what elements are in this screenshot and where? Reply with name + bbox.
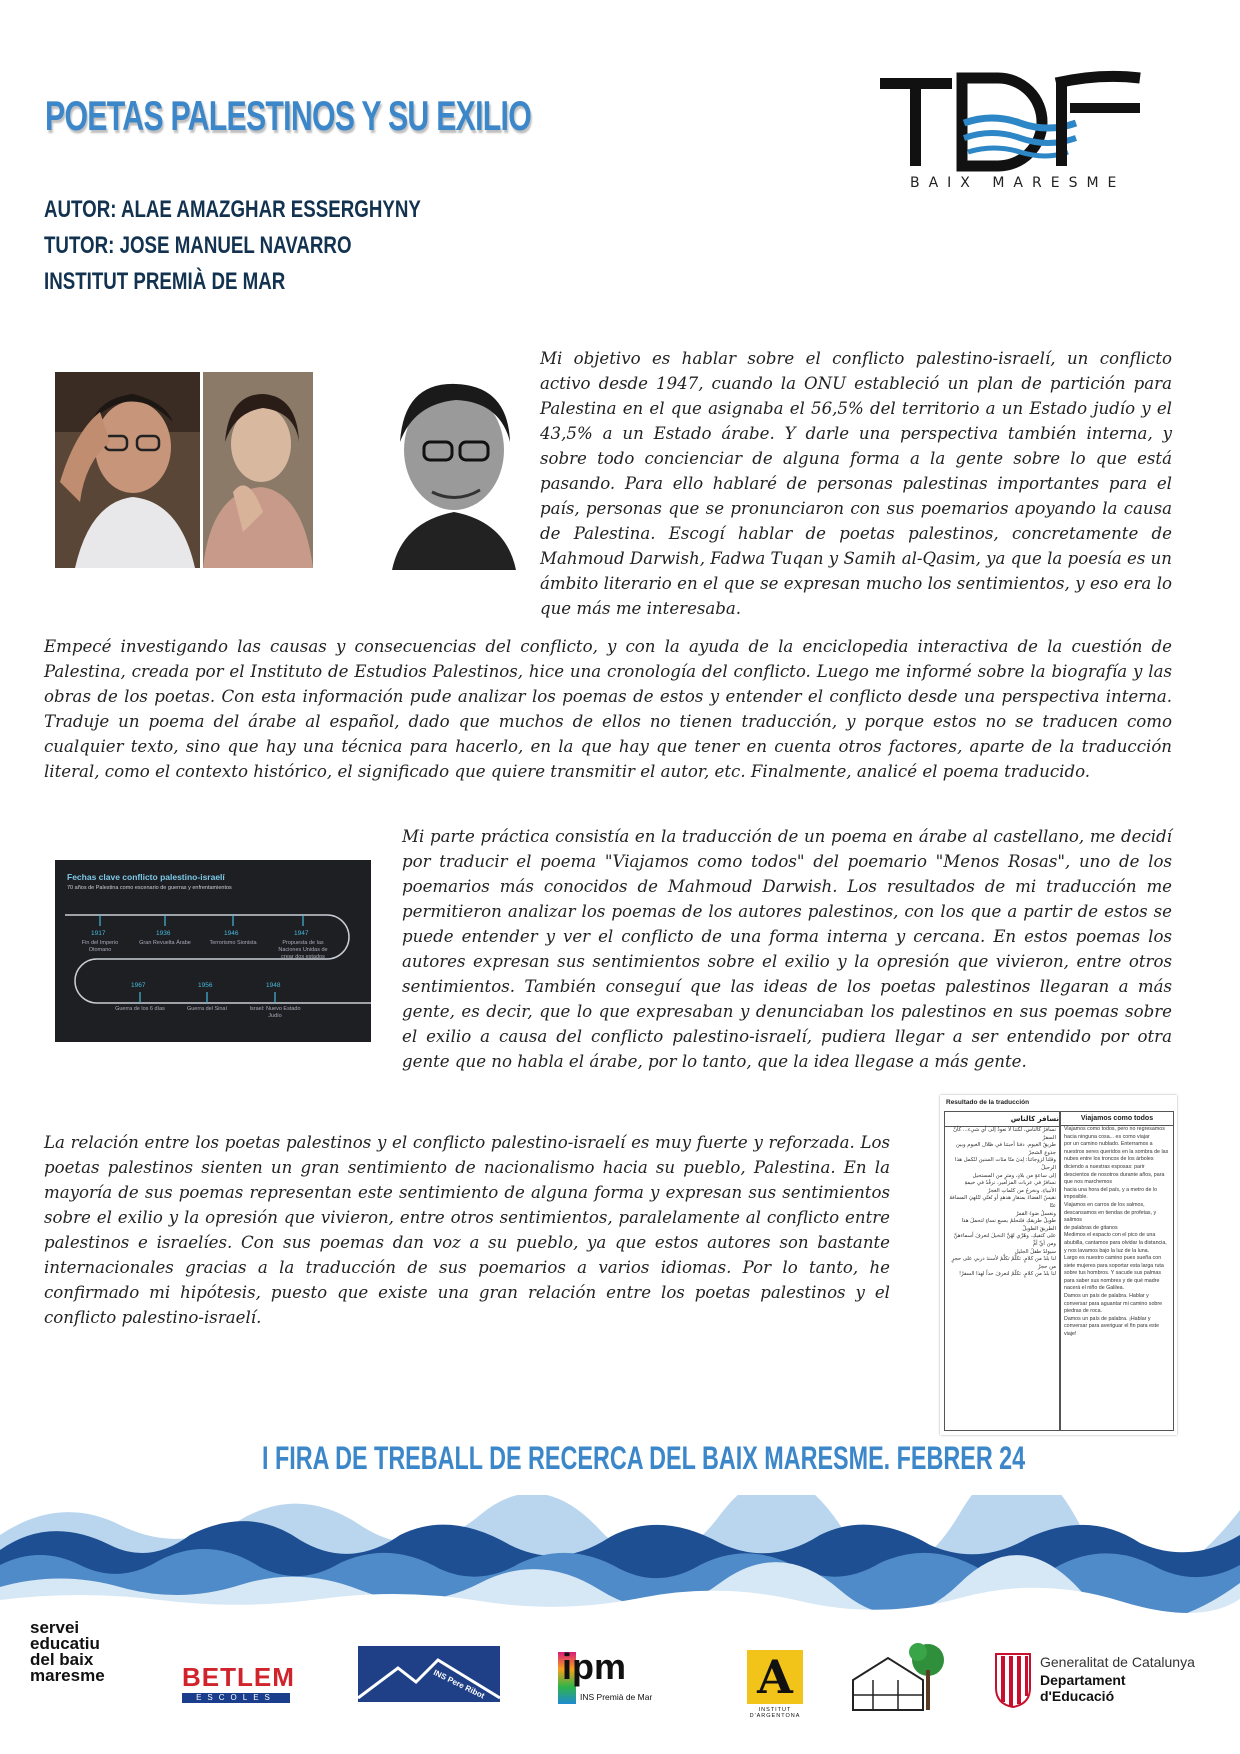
argentona-letter: A	[747, 1650, 803, 1704]
spanish-line: de palabras de gitanos	[1064, 1224, 1118, 1231]
ribot-text: INS Pere Ribot	[432, 1668, 486, 1701]
arabic-title: نسافر كالناس	[945, 1112, 1059, 1127]
timeline-event: Propuesta de las Naciones Unidas de crear dos estados	[278, 940, 328, 960]
institut-argentona-logo	[740, 1650, 810, 1730]
spanish-line: sobre tus hombros. Y sacude sus palmas para saber sus nombres y de qué madre	[1064, 1270, 1161, 1284]
ipm-text: ipm	[562, 1646, 627, 1687]
argentona-subtitle: INSTITUT D'ARGENTONA	[749, 1707, 801, 1719]
servei-line: maresme	[30, 1666, 105, 1685]
timeline-year: 1948	[266, 982, 281, 989]
ipm-logo	[558, 1646, 678, 1708]
arabic-line: سيولدُ طفلُ الجليل	[1014, 1248, 1056, 1255]
educacio-text: d'Educació	[1040, 1688, 1115, 1704]
spanish-line: Viajamos en carros de los salmos, descansamos en tiendas de profetas, y salimos	[1064, 1201, 1157, 1224]
spanish-line: nacerá el niño de Galilea.	[1064, 1285, 1125, 1292]
timeline-infographic	[55, 860, 371, 1042]
generalitat-text: Generalitat de Catalunya	[1040, 1654, 1195, 1670]
timeline-year: 1947	[294, 930, 309, 937]
page-title: POETAS PALESTINOS Y SU EXILIO	[45, 92, 532, 139]
timeline-title: Fechas clave conflicto palestino-israelí	[67, 872, 225, 882]
spanish-line: Damos un país de palabra. ¡Hablar y conversar para averiguar el fin para este viaje!	[1064, 1315, 1160, 1338]
spanish-line: y nos lavamos bajo la luz de la luna.	[1064, 1247, 1150, 1254]
conclusion-paragraph: La relación entre los poetas palestinos y el conflicto palestino-israelí es muy fuerte y reforzada. Los poetas palestinos sienten un gran sentimiento de nacionalismo hacia su pueblo, Palestina. En la mayoría de sus poemas representan este sentimiento de alguna forma y expresan sus sentimientos sobre el exilio y la opresión que vivieron, entre otros sentimientos, paralelamente al conflicto entre palestinos e israelíes. Con sus poemas dan voz a su pueblo, ya que estos autores son bastante internacionales gracias a la traducción de sus poemarios a varios idiomas. Por lo tanto, he confirmado mi hipótesis, puesto que existe una gran relación entre los poetas palestinos y el conflicto palestino-israelí.	[44, 1133, 890, 1327]
method-paragraph: Empecé investigando las causas y consecuencias del conflicto, y con la ayuda de la enciclopedia interactiva de la cuestión de Palestina, creada por el Instituto de Estudios Palestinos, hice una cronología del conflicto. Luego me informé sobre la biografía y las obras de los poetas. Con esta información pude analizar los poemas de estos y entender el conflicto desde una perspectiva interna. Traduje un poema del árabe al español, dado que muchos de ellos no tienen traducción, y porque estos no se traducen como cualquier texto, sino que hay una técnica para hacerlo, en la que hay que tener en cuenta otros factores, aparte de la traducción literal, como el contexto histórico, el significado que quiere transmitir el autor, etc. Finalmente, analicé el poema traducido.	[44, 637, 1172, 781]
poet-tuqan-photo	[203, 372, 313, 568]
betlem-text: BETLEM	[182, 1662, 295, 1692]
timeline-event: Israel: Nuevo Estado Judío	[249, 1006, 301, 1019]
timeline-event: Fin del Imperio Otomano	[81, 940, 119, 953]
timeline-year: 1956	[198, 982, 213, 989]
waves-decoration	[0, 1495, 1240, 1615]
betlem-logo	[182, 1662, 295, 1703]
timeline-subtitle: 70 años de Palestina como escenario de guerras y enfrentamientos	[67, 885, 232, 891]
timeline-year: 1936	[156, 930, 171, 937]
servei-line: del baix	[30, 1650, 94, 1669]
timeline-event: Guerra de los 6 días	[115, 1006, 165, 1012]
arabic-line: وقلنا لزوجاتنا: لِدنَ منّا مئات السنين لنُكمل هذا الرحيلْ	[955, 1157, 1056, 1171]
timeline-year: 1967	[131, 982, 146, 989]
senyera-shield-icon	[994, 1652, 1032, 1708]
tdr-subtitle: BAIX MARESME	[910, 175, 1126, 191]
photo-background	[313, 372, 357, 568]
timeline-event: Gran Revuelta Árabe	[139, 940, 191, 946]
arabic-line: ونغسلُ ضوءَ القمرْ	[1015, 1210, 1056, 1217]
spanish-line: Viajamos como todos, pero no regresamos hacia ninguna cosa... es como viajar	[1064, 1126, 1165, 1140]
tutor-line: TUTOR: JOSE MANUEL NAVARRO	[44, 232, 352, 259]
spanish-line: Damos un país de palabra. Hablar y conversar para aguantar mi camino sobre piedras de roca.	[1064, 1293, 1163, 1315]
timeline-year: 1946	[224, 930, 239, 937]
timeline-event: Guerra del Sinaí	[186, 1006, 228, 1012]
arabic-line: طريقُ الغيوم. دفنا أحبتنا في ظلال الغيوم وبين جذوعِ الشجرْ	[955, 1142, 1056, 1156]
generalitat-logo	[994, 1652, 1224, 1712]
fair-banner: I FIRA DE TREBALL DE RECERCA DEL BAIX MARESME. FEBRER 24	[262, 1440, 1026, 1476]
timeline-event: Terrorismo Sionista	[209, 940, 257, 946]
spanish-line: por un camino nublado. Enterramos a nuestros seres queridos en la sombra de las nubes entre los troncos de los árboles	[1064, 1141, 1169, 1163]
ins-pere-ribot-logo	[358, 1646, 500, 1702]
spanish-line: hacia una hora del país, y a metro de lo imposible.	[1064, 1186, 1158, 1201]
school-building-logo	[848, 1640, 948, 1718]
servei-line: servei	[30, 1618, 80, 1637]
poets-photo-strip	[55, 372, 357, 568]
arabic-line: على كتفيكِ. وهُزّي لهُنَّ النخيلَ لنعرفَ أسماءهنَّ ومن أيِّ أمٍّ	[953, 1233, 1056, 1247]
spanish-title: Viajamos como todos	[1061, 1112, 1173, 1126]
departament-text: Departament	[1040, 1672, 1126, 1688]
ipm-subtitle: INS Premià de Mar	[580, 1692, 653, 1702]
intro-paragraph: Mi objetivo es hablar sobre el conflicto palestino-israelí, un conflicto activo desde 1947, cuando la ONU estableció un plan de partición para Palestina en el que asignaba el 56,5% del territorio a un Estado judío y el 43,5% a un Estado árabe. Y darle una perspectiva también interna, y sobre todo concienciar de alguna forma a la gente sobre lo que está pasando. Para ello hablaré de personas palestinas importantes para el país, personas que se pronunciaron con sus poemarios apoyando la causa de Palestina. Escogí hablar de poetas palestinos, concretamente de Mahmoud Darwish, Fadwa Tuqan y Samih al-Qasim, ya que la poesía es un ámbito literario en el que se expresan mucho los sentimientos, y eso era lo que más me interesaba.	[540, 349, 1172, 618]
poet-qasim-photo	[382, 372, 522, 570]
timeline-year: 1917	[91, 930, 106, 937]
conclusion-section	[44, 1130, 890, 1330]
arabic-line: نسافرُ في عربات المزامير، نرقُدُ في خيمةِ الأنبياءِ، ونخرجُ من كلماتِ الغجرْ	[964, 1180, 1056, 1194]
spanish-line: diciendo a nuestras esposas: parir descientos de nosotros durante años, para que nos marchemos	[1064, 1163, 1165, 1186]
spanish-line: Largo es nuestro camino pues sueña con siete mujeres para soportar esta larga ruta	[1064, 1255, 1164, 1269]
arabic-line: إلى ساعةٍ من بلادٍ، ومترٍ من المستحيل	[972, 1172, 1056, 1179]
method-section	[44, 634, 1172, 784]
servei-line: educatiu	[30, 1634, 100, 1653]
school-line: INSTITUT PREMIÀ DE MAR	[44, 268, 286, 295]
arabic-line: لنا بلدٌ من كلامٍ. تكلّمْ لنعرفَ حداً لهذا السفرْ!	[958, 1271, 1056, 1278]
arabic-column	[944, 1111, 1060, 1431]
practice-paragraph: Mi parte práctica consistía en la traducción de un poema en árabe al castellano, me decidí por traducir el poema "Viajamos como todos" del poemario "Menos Rosas", uno de los poemarios más conocidos de Mahmoud Darwish. Los resultados de mi traducción me permitieron analizar los poemas de los autores palestinos, con los que a partir de estos se puede entender y ver el conflicto de una forma interna y cercana. En estos poemas los autores expresan sus sentimientos sobre el exilio y la opresión que vivieron, entre otros sentimientos. También conseguí que las ideas de los poetas palestinos llegaran a más gente, es decir, que lo que expresaban y denunciaban los palestinos en sus poemas sobre el exilio a causa del conflicto palestino-israelí, pudiera llegar a ser entendido por otra gente que no habla el árabe, por lo tanto, que la idea llegase a más gente.	[402, 827, 1172, 1071]
arabic-line: طويلٌ طريقكِ فلنحلمْ بسبعِ نساءٍ لنحملَ هذا الطريقَ الطويلْ	[961, 1218, 1056, 1232]
intro-section	[540, 346, 1172, 621]
author-line: AUTOR: ALAE AMAZGHAR ESSERGHYNY	[44, 196, 421, 223]
spanish-column	[1060, 1111, 1174, 1431]
practice-section	[402, 824, 1172, 1074]
arabic-line: لنا بلدٌ من كلامٍ. تكلَّمْ تكلَّمْ لأسندَ دربي على حجرٍ من حجرْ	[951, 1256, 1056, 1270]
spanish-line: Medimos el espacio con el pico de una abubilla, cantamos para olvidar la distancia,	[1064, 1232, 1167, 1246]
betlem-subtitle: ESCOLES	[182, 1693, 290, 1703]
arabic-line: نسافرُ كالناسِ، لكننا لا نعودُ إلى أي شيء... كأنَّ السفرْ	[953, 1127, 1056, 1141]
arabic-line: نقيسُ الفضاءَ بمنقارِ هدهدٍ أو نُغنّي لنُلهيَ المسافةَ عنّا	[949, 1195, 1056, 1209]
servei-educatiu-logo	[30, 1620, 105, 1684]
translation-table-image	[940, 1095, 1177, 1435]
translation-heading: Resultado de la traducción	[946, 1099, 1030, 1106]
